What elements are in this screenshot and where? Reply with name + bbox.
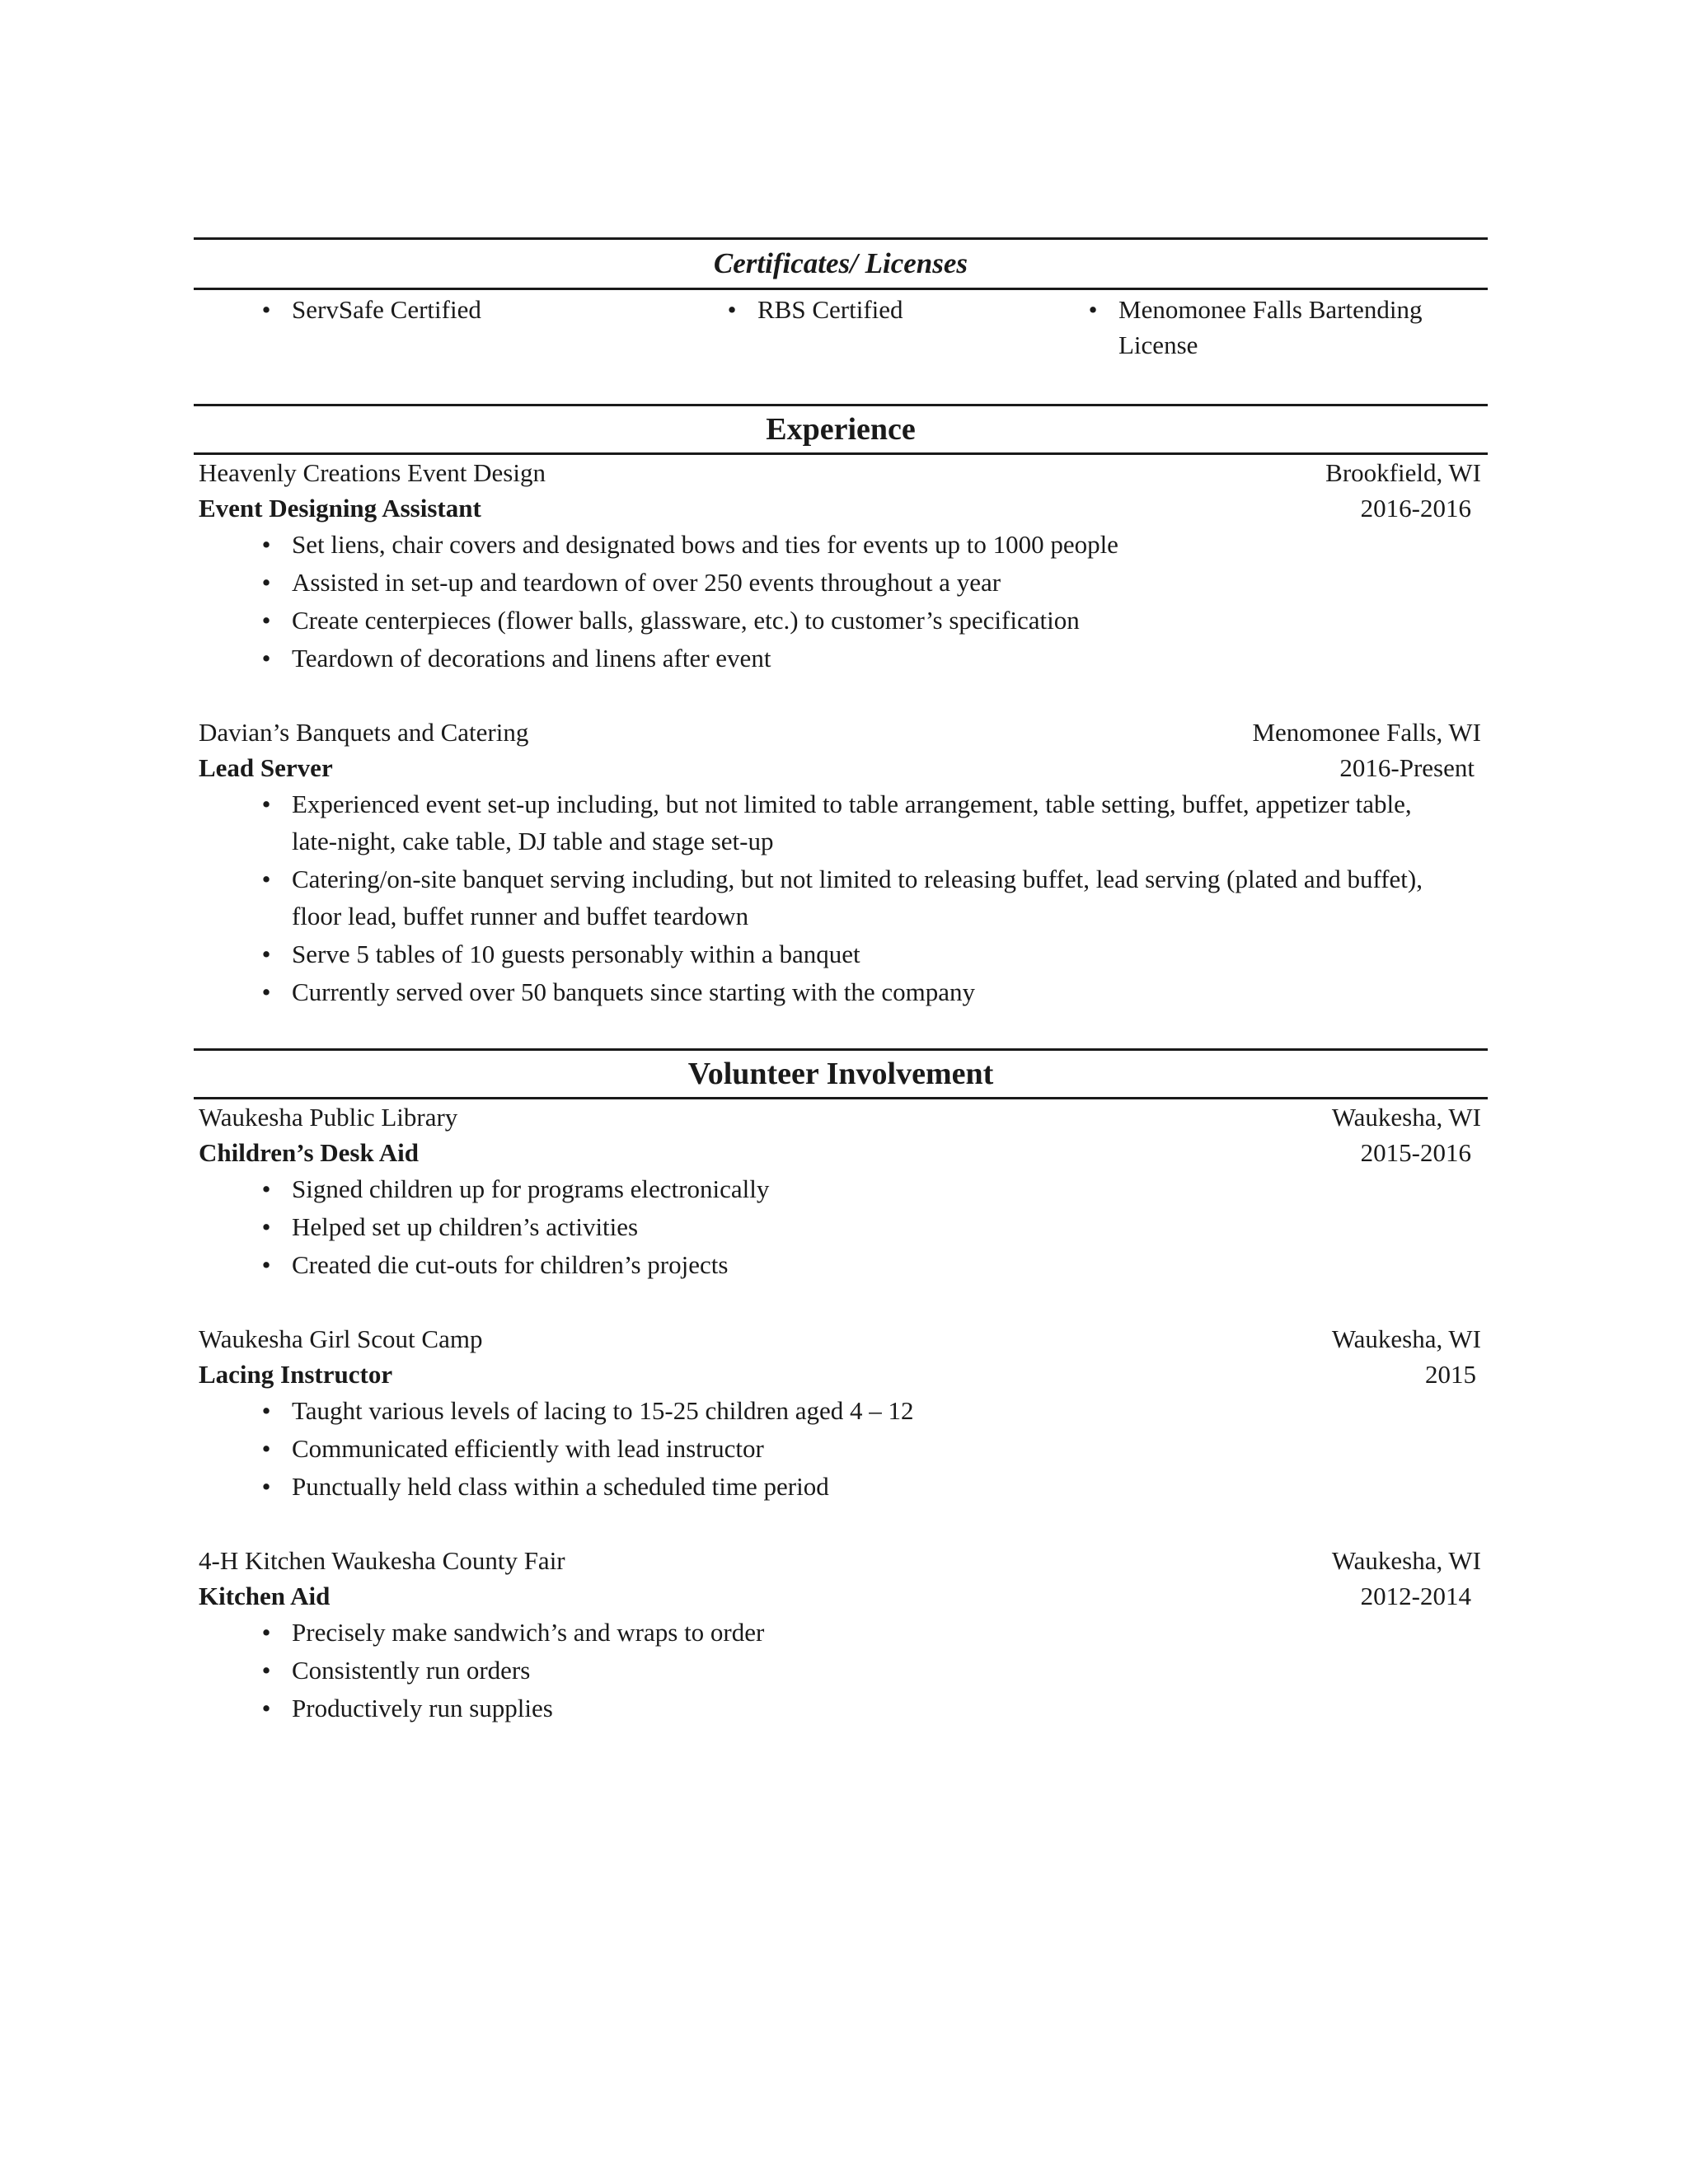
bullet-icon: • <box>261 1656 271 1685</box>
bullet-icon: • <box>261 530 271 559</box>
bullet-icon: • <box>261 1472 271 1501</box>
list-item: • Punctually held class within a scheduled time period <box>241 1468 1488 1505</box>
bullet-icon: • <box>261 1694 271 1722</box>
bullet-icon: • <box>261 1618 271 1647</box>
organization-name: Waukesha Girl Scout Camp <box>199 1324 483 1353</box>
duties-list <box>194 1170 1488 1283</box>
bullet-icon: • <box>261 1212 271 1241</box>
organization-name: 4-H Kitchen Waukesha County Fair <box>199 1546 565 1575</box>
date-range: 2012-2014 <box>1360 1582 1471 1610</box>
date-range: 2016-2016 <box>1360 494 1471 523</box>
list-item: • Serve 5 tables of 10 guests personably within a banquet <box>241 935 1488 972</box>
list-item: • Created die cut-outs for children’s projects <box>241 1246 1488 1283</box>
location: Brookfield, WI <box>1325 458 1481 487</box>
certificates-heading: Certificates/ Licenses <box>194 237 1488 290</box>
list-item: • Helped set up children’s activities <box>241 1208 1488 1245</box>
job-title: Event Designing Assistant <box>199 494 481 523</box>
volunteer-entry <box>194 1543 1488 1727</box>
resume-page <box>194 237 1488 1727</box>
location: Menomonee Falls, WI <box>1252 718 1481 747</box>
duties-list <box>194 785 1488 1010</box>
list-item: • Experienced event set-up including, but not limited to table arrangement, table setting, buffet, appetizer table, late-night, cake table, DJ table and stage set-up <box>241 785 1488 860</box>
list-item: • Catering/on-site banquet serving including, but not limited to releasing buffet, lead serving (plated and buffet), floor lead, buffet runner and buffet teardown <box>241 860 1488 935</box>
bullet-icon: • <box>1088 295 1098 324</box>
list-item: • Set liens, chair covers and designated bows and ties for events up to 1000 people <box>241 526 1488 563</box>
location: Waukesha, WI <box>1331 1324 1481 1353</box>
bullet-icon: • <box>261 1434 271 1463</box>
bullet-icon: • <box>261 644 271 673</box>
bullet-icon: • <box>261 1396 271 1425</box>
bullet-icon: • <box>261 865 271 893</box>
volunteer-heading: Volunteer Involvement <box>194 1048 1488 1099</box>
list-item: • Create centerpieces (flower balls, glassware, etc.) to customer’s specification <box>241 602 1488 639</box>
list-item: • Signed children up for programs electronically <box>241 1170 1488 1207</box>
list-item: • Productively run supplies <box>241 1690 1488 1727</box>
list-item: • Currently served over 50 banquets since starting with the company <box>241 973 1488 1010</box>
duties-list <box>194 1614 1488 1727</box>
location: Waukesha, WI <box>1331 1546 1481 1575</box>
job-title: Children’s Desk Aid <box>199 1138 420 1167</box>
organization-name: Davian’s Banquets and Catering <box>199 718 529 747</box>
list-item: • Communicated efficiently with lead instructor <box>241 1430 1488 1467</box>
date-range: 2015-2016 <box>1360 1138 1471 1167</box>
certificate-item: • Menomonee Falls Bartending License <box>1067 292 1484 363</box>
certificate-item: • ServSafe Certified <box>194 292 706 363</box>
experience-entry <box>194 455 1488 677</box>
date-range: 2015 <box>1425 1360 1476 1389</box>
duties-list <box>194 526 1488 677</box>
volunteer-entry <box>194 1099 1488 1283</box>
organization-name: Waukesha Public Library <box>199 1103 458 1132</box>
certificates-list <box>194 290 1488 363</box>
list-item: • Consistently run orders <box>241 1652 1488 1689</box>
bullet-icon: • <box>261 568 271 597</box>
job-title: Lead Server <box>199 753 333 782</box>
bullet-icon: • <box>261 1174 271 1203</box>
volunteer-entry <box>194 1321 1488 1505</box>
organization-name: Heavenly Creations Event Design <box>199 458 546 487</box>
experience-entry <box>194 715 1488 1010</box>
list-item: • Taught various levels of lacing to 15-25 children aged 4 – 12 <box>241 1392 1488 1429</box>
bullet-icon: • <box>261 1250 271 1279</box>
list-item: • Teardown of decorations and linens after event <box>241 640 1488 677</box>
bullet-icon: • <box>261 977 271 1006</box>
list-item: • Precisely make sandwich’s and wraps to order <box>241 1614 1488 1651</box>
list-item: • Assisted in set-up and teardown of over 250 events throughout a year <box>241 564 1488 601</box>
location: Waukesha, WI <box>1331 1103 1481 1132</box>
date-range: 2016-Present <box>1339 753 1475 782</box>
duties-list <box>194 1392 1488 1505</box>
bullet-icon: • <box>261 295 271 324</box>
bullet-icon: • <box>261 606 271 635</box>
experience-heading: Experience <box>194 404 1488 455</box>
bullet-icon: • <box>727 295 737 324</box>
job-title: Lacing Instructor <box>199 1360 393 1389</box>
bullet-icon: • <box>261 790 271 818</box>
job-title: Kitchen Aid <box>199 1582 331 1610</box>
bullet-icon: • <box>261 940 271 968</box>
certificate-item: • RBS Certified <box>706 292 1067 363</box>
